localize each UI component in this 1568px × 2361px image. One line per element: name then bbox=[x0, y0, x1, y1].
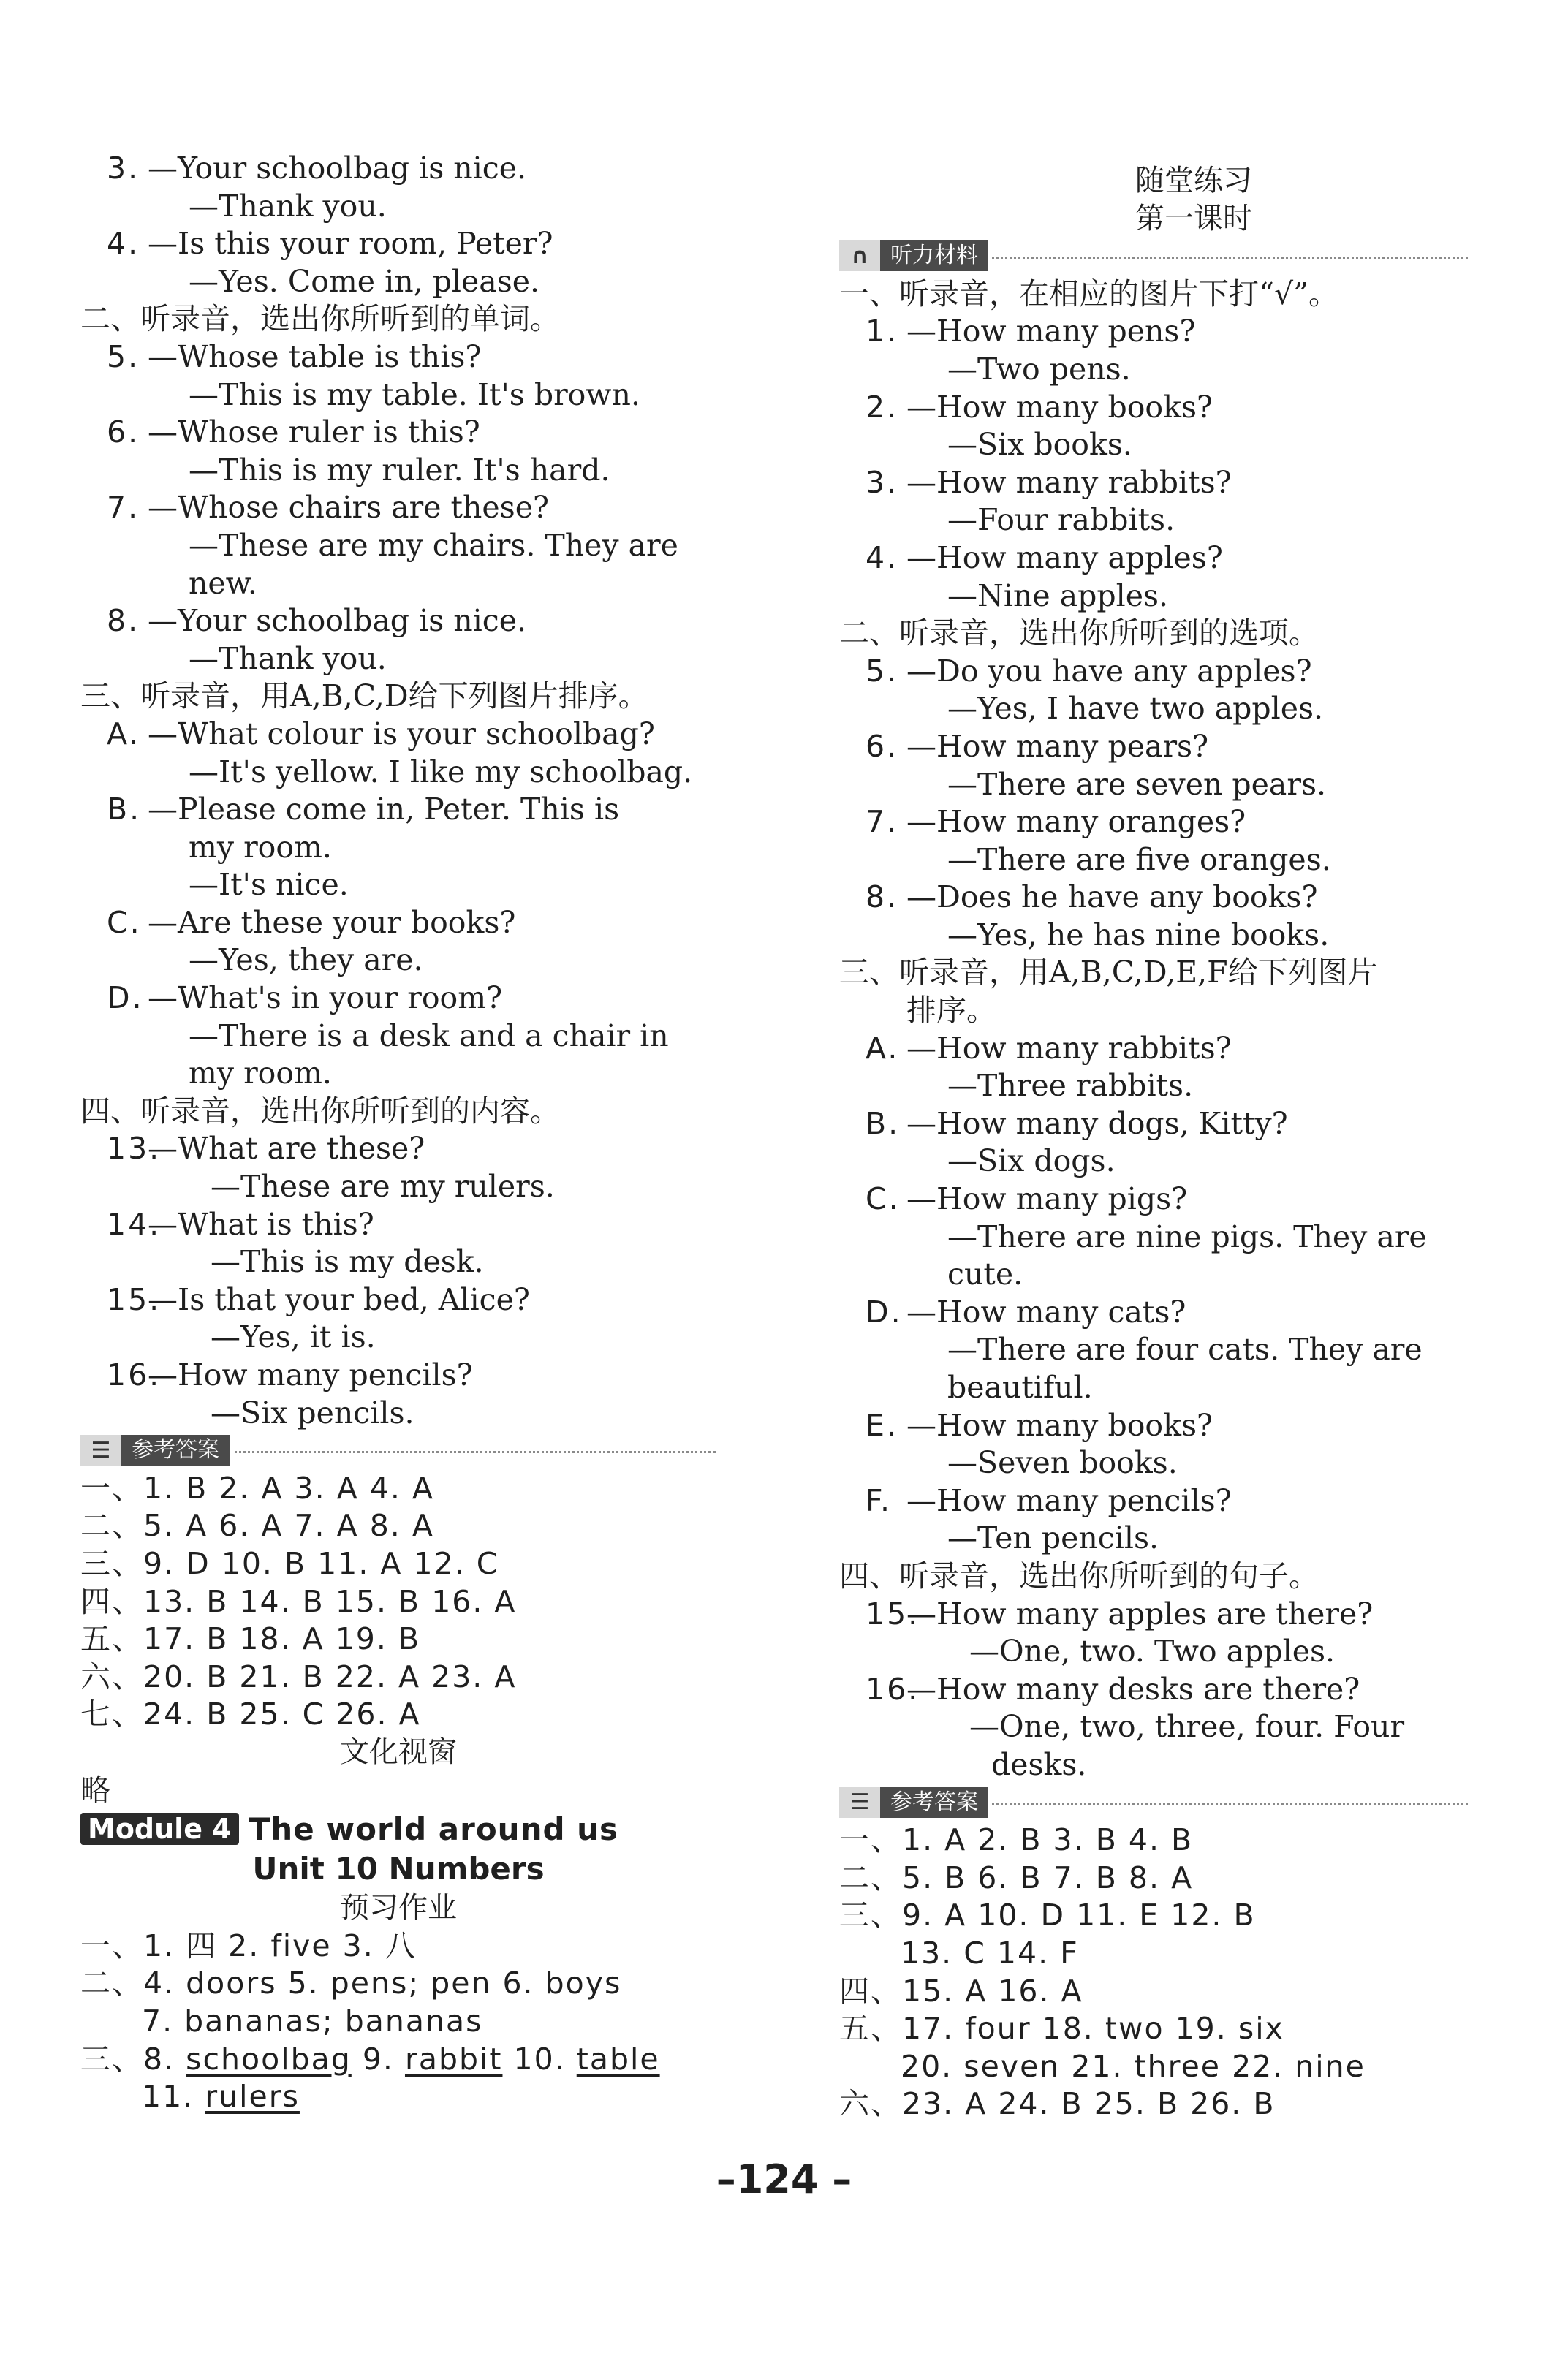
transcript-line bbox=[839, 1105, 1468, 1143]
transcript-line bbox=[80, 1168, 716, 1206]
listening-badge-label: 听力材料 bbox=[880, 240, 988, 271]
answer-line: 六、23. A 24. B 25. B 26. B bbox=[839, 2086, 1276, 2122]
left-answer-list bbox=[80, 1470, 716, 1734]
transcript-line bbox=[839, 1671, 1468, 1709]
listening-badge bbox=[839, 240, 991, 271]
answer-line: 20. seven 21. three 22. nine bbox=[901, 2048, 1366, 2084]
transcript-line bbox=[839, 879, 1468, 917]
culture-title: 文化视窗 bbox=[340, 1735, 457, 1769]
preview-line: 7. bananas; bananas bbox=[142, 2003, 483, 2039]
transcript-line bbox=[839, 1142, 1468, 1180]
transcript-line bbox=[839, 1294, 1468, 1332]
transcript-line bbox=[80, 1357, 716, 1395]
line-text: —Is this your room, Peter? bbox=[148, 226, 553, 262]
transcript-line bbox=[839, 728, 1468, 766]
line-text: —One, two, three, four. Four bbox=[969, 1709, 1405, 1745]
item-number: 4. bbox=[107, 226, 140, 262]
unit-title: Unit 10 Numbers bbox=[252, 1851, 545, 1887]
line-text: 三、听录音，用A,B,C,D给下列图片排序。 bbox=[80, 678, 648, 714]
transcript-line bbox=[80, 1055, 716, 1093]
transcript-line bbox=[839, 313, 1468, 351]
transcript-line bbox=[80, 941, 716, 979]
line-text: —Whose ruler is this? bbox=[148, 414, 480, 450]
line-text: —There is a desk and a chair in bbox=[189, 1017, 669, 1053]
transcript-line bbox=[839, 1256, 1468, 1294]
line-text: —Yes, it is. bbox=[211, 1319, 376, 1355]
line-text: —Is that your bed, Alice? bbox=[148, 1281, 530, 1317]
line-text: 二、听录音，选出你所听到的选项。 bbox=[839, 615, 1319, 651]
transcript-line bbox=[839, 351, 1468, 389]
transcript-line bbox=[80, 565, 716, 603]
line-text: —How many oranges? bbox=[906, 804, 1246, 840]
transcript-line bbox=[839, 1067, 1468, 1105]
transcript-line bbox=[839, 653, 1468, 691]
line-text: —One, two. Two apples. bbox=[969, 1634, 1336, 1670]
answer-line: 二、5. A 6. A 7. A 8. A bbox=[80, 1508, 434, 1544]
item-number: 15. bbox=[107, 1281, 162, 1317]
line-text: —It's nice. bbox=[189, 867, 349, 903]
transcript-line bbox=[839, 577, 1468, 615]
line-text: —Three rabbits. bbox=[947, 1068, 1194, 1104]
transcript-line bbox=[839, 690, 1468, 728]
transcript-line bbox=[80, 414, 716, 452]
line-text: —There are nine pigs. They are bbox=[947, 1219, 1427, 1254]
answer-badge bbox=[839, 1787, 991, 1818]
transcript-line bbox=[80, 527, 716, 565]
line-text: —Your schoolbag is nice. bbox=[148, 603, 527, 639]
line-text: —What colour is your schoolbag? bbox=[148, 716, 655, 751]
item-number: 4. bbox=[866, 539, 899, 575]
transcript-line bbox=[80, 791, 716, 829]
line-text: —How many apples? bbox=[906, 539, 1223, 575]
module-tag: Module 4 bbox=[80, 1813, 239, 1845]
line-text: —This is my ruler. It's hard. bbox=[189, 452, 610, 488]
item-number: 2. bbox=[866, 389, 899, 425]
transcript-line bbox=[80, 1395, 716, 1433]
transcript-line bbox=[839, 1746, 1468, 1784]
line-text: —How many books? bbox=[906, 389, 1213, 425]
answer-line: 四、15. A 16. A bbox=[839, 1973, 1083, 2009]
line-text: —Seven books. bbox=[947, 1445, 1178, 1481]
line-text: —How many rabbits? bbox=[906, 464, 1232, 500]
transcript-line bbox=[80, 188, 716, 226]
item-number: A. bbox=[107, 716, 141, 751]
transcript-line bbox=[839, 501, 1468, 539]
transcript-line bbox=[80, 866, 716, 904]
answer-key-header bbox=[80, 1432, 716, 1470]
item-number: 7. bbox=[866, 804, 899, 840]
page-number: –124 – bbox=[716, 2156, 852, 2202]
line-text: —Yes. Come in, please. bbox=[189, 263, 540, 299]
line-text: —What's in your room? bbox=[148, 980, 503, 1016]
transcript-line bbox=[839, 1369, 1468, 1407]
item-number: 8. bbox=[866, 879, 899, 915]
preview-answers bbox=[80, 1928, 716, 2116]
line-text: —This is my table. It's brown. bbox=[189, 376, 640, 412]
section-heading bbox=[839, 615, 1468, 653]
line-text: —Six books. bbox=[947, 427, 1132, 463]
section-heading bbox=[80, 300, 716, 338]
answer-line: 三、9. A 10. D 11. E 12. B bbox=[839, 1898, 1256, 1933]
transcript-line bbox=[80, 754, 716, 792]
line-text: my room. bbox=[189, 1056, 332, 1091]
line-text: —There are seven pears. bbox=[947, 766, 1327, 802]
transcript-line bbox=[839, 841, 1468, 879]
line-text: —These are my rulers. bbox=[211, 1169, 555, 1205]
line-text: —These are my chairs. They are bbox=[189, 527, 678, 563]
preview-text: 9. bbox=[351, 2041, 405, 2077]
left-column bbox=[80, 150, 716, 2116]
transcript-line bbox=[839, 1407, 1468, 1445]
line-text: —What is this? bbox=[148, 1206, 374, 1242]
answer-line: 五、17. four 18. two 19. six bbox=[839, 2011, 1284, 2047]
answer-list-icon: ☰ bbox=[80, 1435, 121, 1466]
item-number: 6. bbox=[866, 728, 899, 764]
item-number: 3. bbox=[107, 151, 140, 186]
answer-line: 三、9. D 10. B 11. A 12. C bbox=[80, 1545, 499, 1581]
transcript-line bbox=[839, 1708, 1468, 1746]
transcript-line bbox=[839, 464, 1468, 502]
answer-line: 一、1. B 2. A 3. A 4. A bbox=[80, 1470, 434, 1506]
transcript-line bbox=[80, 1319, 716, 1357]
item-number: D. bbox=[107, 980, 144, 1016]
item-number: B. bbox=[866, 1105, 901, 1141]
item-number: C. bbox=[866, 1181, 901, 1217]
transcript-line bbox=[80, 1243, 716, 1281]
preview-line bbox=[80, 2078, 716, 2116]
line-text: —What are these? bbox=[148, 1131, 425, 1167]
line-text: 四、听录音，选出你所听到的句子。 bbox=[839, 1558, 1319, 1593]
item-number: 6. bbox=[107, 414, 140, 450]
item-number: 5. bbox=[866, 653, 899, 689]
transcript-line bbox=[839, 1482, 1468, 1520]
transcript-line bbox=[80, 640, 716, 678]
underlined-word: rabbit bbox=[404, 2041, 503, 2077]
line-text: —Six pencils. bbox=[211, 1395, 414, 1430]
section-heading bbox=[839, 954, 1468, 992]
line-text: —Yes, I have two apples. bbox=[947, 691, 1324, 727]
transcript-line bbox=[80, 338, 716, 376]
line-text: —How many apples are there? bbox=[906, 1596, 1374, 1632]
underlined-word: schoolbag bbox=[186, 2041, 352, 2077]
line-text: —Thank you. bbox=[189, 188, 387, 224]
transcript-line bbox=[839, 803, 1468, 841]
line-text: —It's yellow. I like my schoolbag. bbox=[189, 754, 693, 789]
line-text: —This is my desk. bbox=[211, 1244, 484, 1280]
section-heading bbox=[80, 678, 716, 716]
transcript-line bbox=[80, 150, 716, 188]
transcript-line bbox=[839, 766, 1468, 804]
line-text: —Nine apples. bbox=[947, 577, 1169, 613]
transcript-line bbox=[80, 829, 716, 867]
transcript-line bbox=[80, 376, 716, 414]
line-text: —There are five oranges. bbox=[947, 841, 1331, 877]
transcript-line bbox=[839, 389, 1468, 427]
line-text: beautiful. bbox=[947, 1370, 1093, 1405]
transcript-line bbox=[839, 1180, 1468, 1219]
line-text: —How many rabbits? bbox=[906, 1030, 1232, 1066]
answer-badge bbox=[80, 1435, 232, 1466]
preview-line bbox=[80, 2041, 716, 2079]
module-title: The world around us bbox=[249, 1811, 619, 1847]
answer-badge-label: 参考答案 bbox=[121, 1435, 230, 1466]
transcript-line bbox=[839, 1030, 1468, 1068]
line-text: —Whose table is this? bbox=[148, 338, 482, 374]
transcript-line bbox=[80, 1206, 716, 1244]
transcript-line bbox=[839, 539, 1468, 577]
transcript-line bbox=[839, 1520, 1468, 1558]
transcript-line bbox=[80, 1281, 716, 1319]
line-text: my room. bbox=[189, 829, 332, 865]
line-text: —How many pigs? bbox=[906, 1181, 1188, 1217]
transcript-line bbox=[80, 1017, 716, 1056]
line-text: —How many desks are there? bbox=[906, 1671, 1360, 1707]
line-text: —How many dogs, Kitty? bbox=[906, 1105, 1288, 1141]
line-text: 四、听录音，选出你所听到的内容。 bbox=[80, 1093, 560, 1129]
lesson-title: 第一课时 bbox=[1135, 201, 1252, 235]
answer-key-header bbox=[839, 1784, 1468, 1822]
line-text: —Are these your books? bbox=[148, 904, 516, 940]
transcript-line bbox=[839, 1596, 1468, 1634]
line-text: —Whose chairs are these? bbox=[148, 490, 549, 526]
answer-line: 13. C 14. F bbox=[901, 1935, 1079, 1971]
line-text: —How many cats? bbox=[906, 1294, 1186, 1330]
line-text: —There are four cats. They are bbox=[947, 1332, 1423, 1368]
preview-text: 三、8. bbox=[80, 2041, 186, 2077]
item-number: D. bbox=[866, 1294, 903, 1330]
line-text: desks. bbox=[991, 1746, 1087, 1782]
transcript-line bbox=[80, 225, 716, 263]
item-number: A. bbox=[866, 1030, 900, 1066]
item-number: 14. bbox=[107, 1206, 162, 1242]
transcript-line bbox=[80, 979, 716, 1017]
transcript-line bbox=[839, 917, 1468, 955]
line-text: —Yes, he has nine books. bbox=[947, 917, 1330, 952]
preview-line: 二、4. doors 5. pens; pen 6. boys bbox=[80, 1966, 622, 2001]
right-answer-list bbox=[839, 1822, 1468, 2123]
transcript-line bbox=[839, 1633, 1468, 1671]
item-number: 5. bbox=[107, 338, 140, 374]
item-number: 16. bbox=[866, 1671, 920, 1707]
transcript-line bbox=[839, 1444, 1468, 1482]
listening-material-header bbox=[839, 238, 1468, 276]
line-text: —Four rabbits. bbox=[947, 502, 1175, 538]
item-number: B. bbox=[107, 792, 142, 827]
preview-text: 10. bbox=[502, 2041, 577, 2077]
line-text: 二、听录音，选出你所听到的单词。 bbox=[80, 301, 560, 337]
line-text: 排序。 bbox=[906, 993, 996, 1028]
line-text: —Thank you. bbox=[189, 640, 387, 676]
line-text: —Does he have any books? bbox=[906, 879, 1318, 915]
answer-line: 五、17. B 18. A 19. B bbox=[80, 1621, 421, 1657]
line-text: —How many pencils? bbox=[906, 1482, 1232, 1518]
section-heading bbox=[839, 1558, 1468, 1596]
line-text: —How many books? bbox=[906, 1407, 1213, 1443]
line-text: —How many pencils? bbox=[148, 1357, 473, 1392]
culture-text: 略 bbox=[80, 1772, 110, 1808]
section-heading bbox=[80, 1093, 716, 1131]
transcript-line bbox=[80, 716, 716, 754]
headphones-icon: ∩ bbox=[839, 240, 880, 271]
item-number: C. bbox=[107, 904, 142, 940]
item-number: 8. bbox=[107, 603, 140, 639]
underlined-word: table bbox=[576, 2041, 660, 2077]
transcript-line bbox=[80, 1130, 716, 1168]
module-heading bbox=[80, 1809, 716, 1849]
transcript-line bbox=[80, 602, 716, 640]
item-number: E. bbox=[866, 1407, 898, 1443]
answer-line: 一、1. A 2. B 3. B 4. B bbox=[839, 1822, 1194, 1858]
item-number: 16. bbox=[107, 1357, 162, 1392]
transcript-line bbox=[839, 426, 1468, 464]
answer-line: 二、5. B 6. B 7. B 8. A bbox=[839, 1860, 1194, 1895]
answer-line: 七、24. B 25. C 26. A bbox=[80, 1697, 421, 1732]
preview-title: 预习作业 bbox=[340, 1891, 457, 1925]
left-listening-transcript bbox=[80, 150, 716, 1432]
line-text: —Ten pencils. bbox=[947, 1520, 1159, 1556]
line-text: —Two pens. bbox=[947, 351, 1131, 387]
line-text: new. bbox=[189, 565, 257, 601]
preview-line: 一、1. 四 2. five 3. 八 bbox=[80, 1928, 417, 1963]
item-number: 1. bbox=[866, 314, 899, 349]
line-text: 一、听录音，在相应的图片下打“√”。 bbox=[839, 276, 1339, 311]
transcript-line bbox=[80, 263, 716, 301]
transcript-line bbox=[839, 992, 1468, 1030]
line-text: 三、听录音，用A,B,C,D,E,F给下列图片 bbox=[839, 955, 1378, 990]
line-text: —Six dogs. bbox=[947, 1143, 1116, 1179]
line-text: —How many pens? bbox=[906, 314, 1196, 349]
underlined-word: rulers bbox=[205, 2079, 300, 2115]
transcript-line bbox=[839, 1219, 1468, 1257]
answer-line: 六、20. B 21. B 22. A 23. A bbox=[80, 1659, 517, 1694]
line-text: —How many pears? bbox=[906, 728, 1209, 764]
answer-line: 四、13. B 14. B 15. B 16. A bbox=[80, 1583, 517, 1619]
answer-badge-label: 参考答案 bbox=[880, 1787, 988, 1818]
transcript-line bbox=[839, 1331, 1468, 1369]
transcript-line bbox=[80, 904, 716, 942]
item-number: 7. bbox=[107, 490, 140, 526]
item-number: F. bbox=[866, 1482, 893, 1518]
item-number: 13. bbox=[107, 1131, 162, 1167]
line-text: —Please come in, Peter. This is bbox=[148, 792, 620, 827]
preview-text: 11. bbox=[142, 2079, 205, 2115]
answer-list-icon: ☰ bbox=[839, 1787, 880, 1818]
line-text: —Your schoolbag is nice. bbox=[148, 151, 527, 186]
transcript-line bbox=[80, 489, 716, 527]
line-text: cute. bbox=[947, 1257, 1023, 1292]
item-number: 3. bbox=[866, 464, 899, 500]
right-column bbox=[839, 162, 1468, 2123]
right-listening-transcript bbox=[839, 276, 1468, 1784]
section-heading bbox=[839, 276, 1468, 314]
line-text: —Yes, they are. bbox=[189, 942, 423, 978]
item-number: 15. bbox=[866, 1596, 920, 1632]
section-title: 随堂练习 bbox=[1135, 164, 1252, 197]
transcript-line bbox=[80, 452, 716, 490]
line-text: —Do you have any apples? bbox=[906, 653, 1312, 689]
